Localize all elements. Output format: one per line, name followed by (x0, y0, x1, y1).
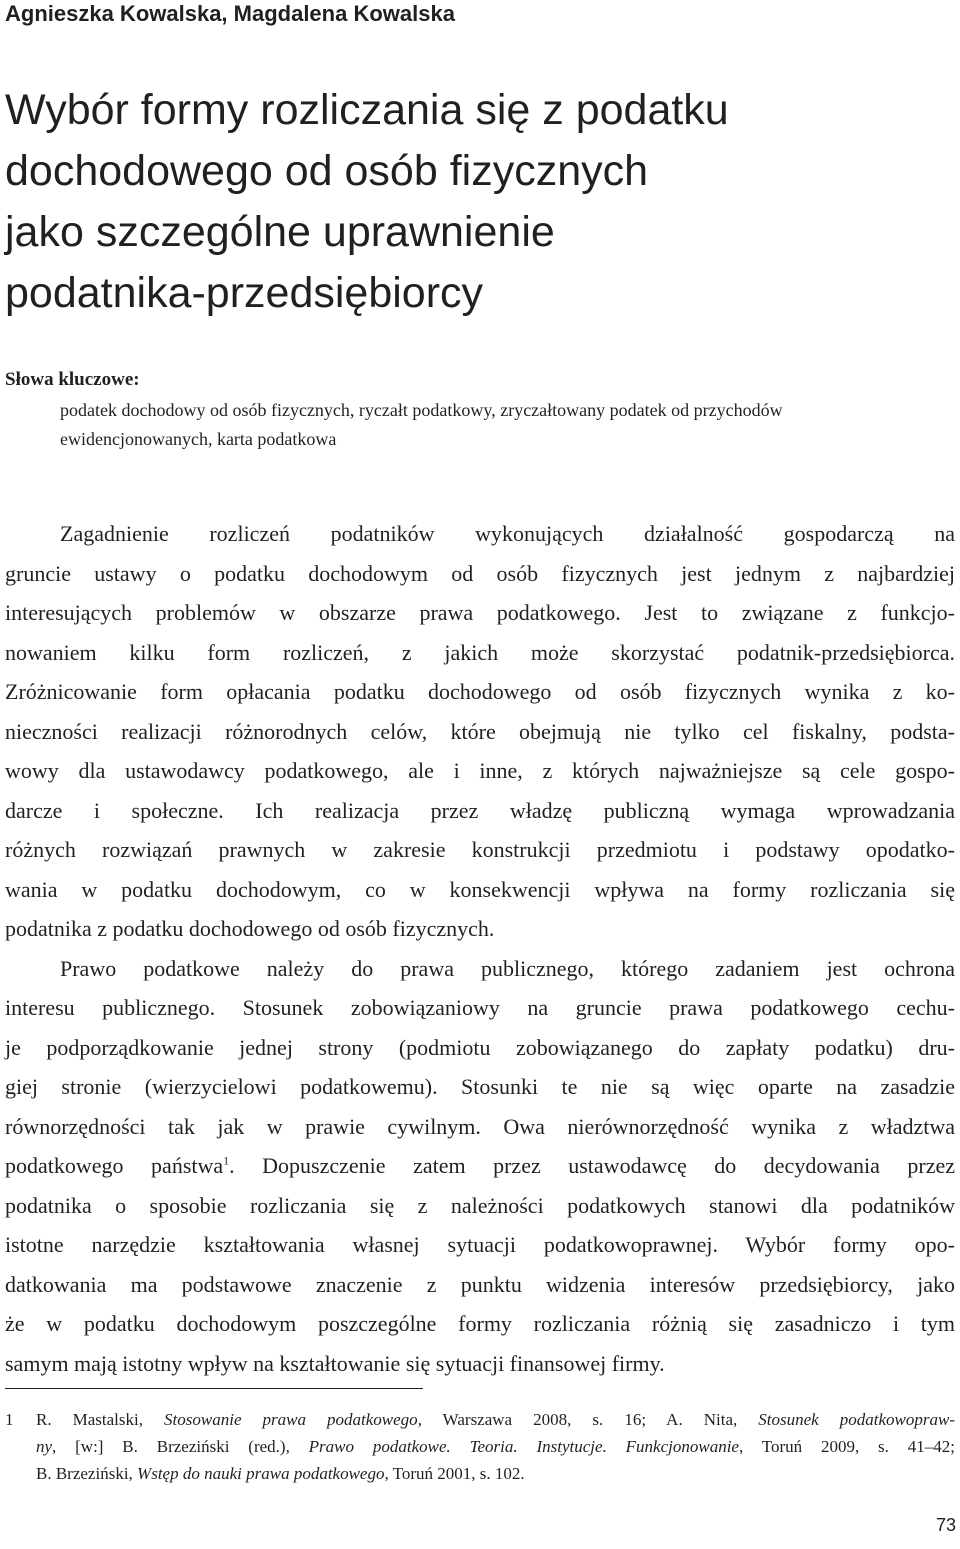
body-line: podatnika z podatku dochodowego od osób fizycznych. (5, 916, 495, 941)
footnote-text: , Toruń 2001, s. 102. (384, 1464, 525, 1483)
title-line: dochodowego od osób fizycznych (5, 147, 649, 195)
body-line: wania w podatku dochodowym, co w konsekwencji wpływa na formy rozliczania się (5, 876, 955, 902)
title-line: Wybór formy rozliczania się z podatku (5, 86, 729, 134)
body-line: interesu publicznego. Stosunek zobowiązaniowy na gruncie prawa podatkowego cechu- (5, 995, 955, 1020)
body-line: interesujących problemów w obszarze prawa podatkowego. Jest to związane z funkcjo- (5, 600, 955, 625)
body-line (5, 1146, 955, 1186)
body-text: podatkowego państwa (5, 1153, 224, 1178)
footnote-line (36, 1433, 955, 1460)
keywords-label: Słowa kluczowe: (5, 369, 140, 390)
footnote-divider (5, 1388, 423, 1389)
body-line: je podporządkowanie jednej strony (podmiotu zobowiązanego do zapłaty podatku) dru- (5, 1034, 955, 1060)
title-line: podatnika-przedsiębiorcy (5, 269, 484, 317)
body-line: równorzędności tak jak w prawie cywilnym. Owa nierównorzędność wynika z władztwa (5, 1113, 955, 1139)
body-line: istotne narzędzie kształtowania własnej sytuacji podatkowoprawnej. Wybór formy opo- (5, 1232, 955, 1257)
keywords-line: podatek dochodowy od osób fizycznych, ryczałt podatkowy, zryczałtowany podatek od przychodów (60, 400, 783, 420)
keywords-list (60, 396, 960, 454)
body-line: podatnika o sposobie rozliczania się z należności podatkowych stanowi dla podatników (5, 1192, 955, 1218)
footnote-text: R. Mastalski, (36, 1410, 165, 1429)
footnote-citation-title: Stosowanie prawa podatkowego (164, 1410, 418, 1429)
body-line: gruncie ustawy o podatku dochodowym od osób fizycznych jest jednym z najbardziej (5, 560, 955, 586)
footnote-line (36, 1460, 955, 1487)
footnote-citation-title: Prawo podatkowe. Teoria. Instytucje. Funkcjonowanie (308, 1437, 739, 1456)
body-line: samym mają istotny wpływ na kształtowanie się sytuacji finansowej firmy. (5, 1350, 665, 1376)
keywords-line: ewidencjonowanych, karta podatkowa (60, 429, 337, 449)
footnote-citation-title: Wstęp do nauki prawa podatkowego (137, 1464, 385, 1483)
body-line: nieczności realizacji różnorodnych celów, które obejmują nie tylko cel fiskalny, podsta- (5, 718, 955, 744)
footnote-ref[interactable]: 1 (223, 1153, 230, 1168)
title-line: jako szczególne uprawnienie (5, 208, 555, 256)
body-line: Prawo podatkowe należy do prawa publicznego, którego zadaniem jest ochrona (60, 955, 955, 981)
article-body (5, 514, 955, 1383)
body-line: Zróżnicowanie form opłacania podatku dochodowego od osób fizycznych wynika z ko- (5, 679, 955, 704)
article-title (5, 80, 945, 324)
body-line: wowy dla ustawodawcy podatkowego, ale i inne, z których najważniejsze są cele gospo- (5, 758, 955, 783)
footnote-number: 1 (5, 1410, 14, 1429)
footnote-text: , [w:] B. Brzeziński (red.), (52, 1437, 309, 1456)
running-header-authors: Agnieszka Kowalska, Magdalena Kowalska (5, 1, 455, 26)
body-text: . Dopuszczenie zatem przez ustawodawcę do decydowania przez (229, 1153, 955, 1178)
footnote-citation-title: ny (36, 1437, 53, 1456)
footnote-text: , Warszawa 2008, s. 16; A. Nita, (417, 1410, 759, 1429)
body-line: że w podatku dochodowym poszczególne formy rozliczania różnią się zasadniczo i tym (5, 1311, 955, 1336)
footnote-citation-title: Stosunek podatkowopraw- (758, 1410, 955, 1429)
body-line: darcze i społeczne. Ich realizacja przez władzę publiczną wymaga wprowadzania (5, 797, 955, 823)
body-line: Zagadnienie rozliczeń podatników wykonujących działalność gospodarczą na (60, 521, 955, 546)
body-line: datkowania ma podstawowe znaczenie z punktu widzenia interesów przedsiębiorcy, jako (5, 1271, 955, 1297)
body-line: nowaniem kilku form rozliczeń, z jakich może skorzystać podatnik-przedsiębiorca. (5, 639, 955, 665)
body-line: giej stronie (wierzycielowi podatkowemu). Stosunki te nie są więc oparte na zasadzie (5, 1074, 955, 1099)
footnote (5, 1406, 955, 1487)
page-number: 73 (935, 1515, 956, 1535)
body-line: różnych rozwiązań prawnych w zakresie konstrukcji przedmiotu i podstawy opodatko- (5, 837, 955, 862)
footnote-text: , Toruń 2009, s. 41–42; (738, 1437, 955, 1456)
footnote-text: B. Brzeziński, (36, 1464, 138, 1483)
footnote-line (36, 1406, 955, 1433)
